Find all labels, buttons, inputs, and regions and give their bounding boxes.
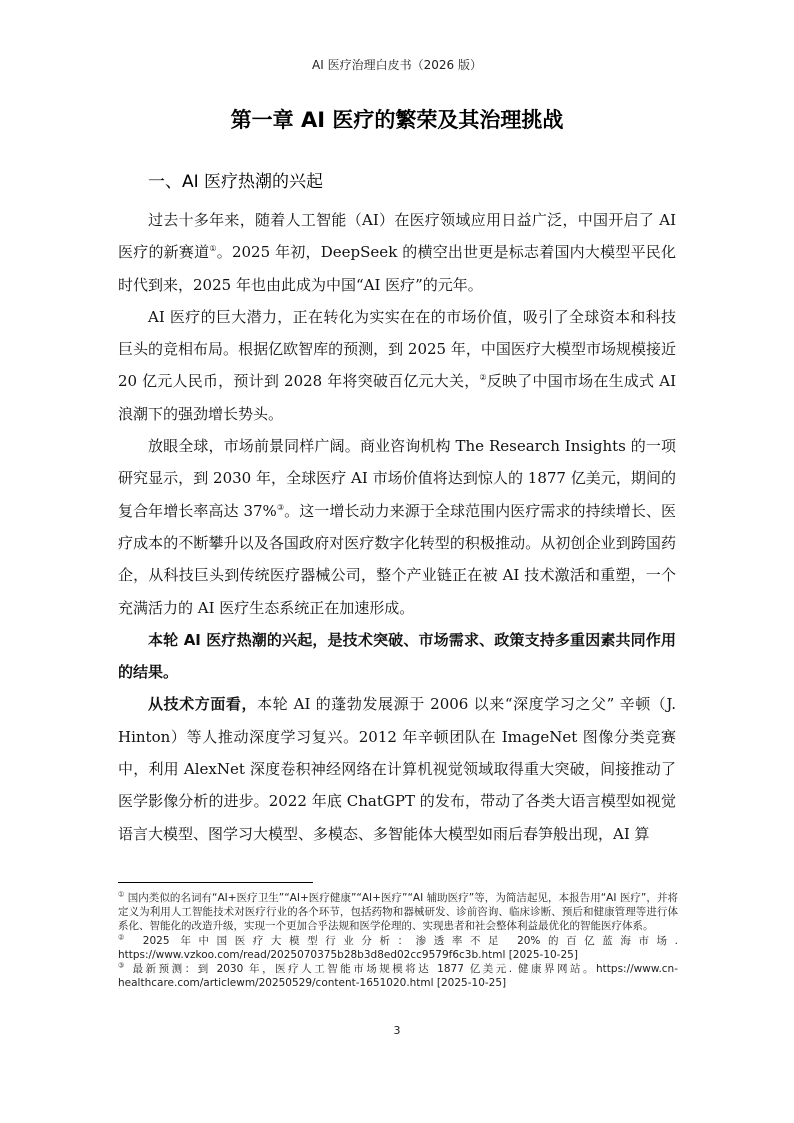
paragraph-text: 。这一增长动力来源于全球范围内医疗需求的持续增长、医疗成本的不断攀升以及各国政府对医疗数字化转型的积极推动。从初创企业到跨国药企，从科技巨头到传统医疗器械公司，整个产业链正在被 AI 技术激活和重塑，一个充满活力的 AI 医疗生态系统正在加速形成。 (118, 501, 677, 617)
footnote-text: 国内类似的名词有“AI+医疗卫生”“AI+医疗健康”“AI+医疗”“AI 辅助医疗”等，为简洁起见，本报告用“AI 医疗”，并将定义为利用人工智能技术对医疗行业的各个环节，包括药物和器械研发、诊前咨询、临床诊断、预后和健康管理等进行体系化、智能化的改造升级，实现一个更加合乎法规和医学伦理的、实现患者和社会整体利益最优化的智能医疗体系。 (118, 892, 679, 933)
paragraph-text: AI 医疗的巨大潜力，正在转化为实实在在的市场价值，吸引了全球资本和科技巨头的竞相布局。根据亿欧智库的预测，到 2025 年，中国医疗大模型市场规模接近 20 亿元人民币，预计到 2028 年将突破百亿元大关， (118, 307, 676, 391)
footnote-text: 2025 年中国医疗大模型行业分析：渗透率不足 20%的百亿蓝海市场. https://www.vzkoo.com/read/2025070375b28b3d8ed02cc9579f6c3b.html [2025-10-25] (118, 934, 678, 961)
page-number: 3 (393, 1024, 401, 1037)
paragraph-text: 。2025 年初，DeepSeek 的横空出世更是标志着国内大模型平民化时代到来，2025 年也由此成为中国“AI 医疗”的元年。 (118, 243, 677, 294)
footnote-ref[interactable]: ② (479, 373, 487, 383)
footnote (118, 891, 678, 934)
paragraph-text: 本轮 AI 的蓬勃发展源于 2006 以来“深度学习之父” 辛顿（J. Hinton）等人推动深度学习复兴。2012 年辛顿团队在 ImageNet 图像分类竞赛中，利用 AlexNet 深度卷积神经网络在计算机视觉领域取得重大突破，间接推动了医学影像分析的进步。2022 年底 ChatGPT 的发布，带动了各类大语言模型如视觉语言大模型、图学习大模型、多模态、多智能体大模型如雨后春笋般出现，AI 算 (118, 695, 676, 843)
footnote-mark: ② (118, 933, 132, 942)
footnote-mark: ① (118, 890, 125, 899)
footnote-ref[interactable]: ③ (276, 502, 285, 512)
paragraph-text: 过去十多年来，随着人工智能（AI）在医疗领域应用日益广泛，中国开启了 AI 医疗的新赛道 (118, 211, 676, 262)
paragraph-3 (118, 430, 676, 624)
paragraph-2 (118, 301, 676, 430)
bold-lead: 从技术方面看， (148, 695, 258, 714)
paragraph-text: 放眼全球，市场前景同样广阔。商业咨询机构 The Research Insights 的一项研究显示，到 2030 年，全球医疗 AI 市场价值将达到惊人的 1877 亿美元，期间的复合年增长率高达 37% (118, 437, 676, 520)
section-title: 一、AI 医疗热潮的兴起 (148, 172, 324, 192)
footnote-text: 最新预测：到 2030 年，医疗人工智能市场规模将达 1877 亿美元. 健康界网站。https://www.cn-healthcare.com/articlewm/20250529/content-1651020.html [2025-10-25] (118, 963, 679, 990)
footnote-mark: ③ (118, 961, 127, 970)
paragraph-5 (118, 688, 676, 849)
body-text (118, 204, 676, 850)
paragraph-4 (118, 624, 676, 689)
running-header: AI 医疗治理白皮书（2026 版） (312, 58, 482, 72)
footnote (118, 962, 678, 990)
footnote (118, 934, 678, 962)
chapter-title: 第一章 AI 医疗的繁荣及其治理挑战 (230, 108, 564, 132)
paragraph-1 (118, 204, 676, 301)
footnote-divider (118, 882, 313, 883)
footnotes (118, 891, 678, 990)
bold-thesis: 本轮 AI 医疗热潮的兴起，是技术突破、市场需求、政策支持多重因素共同作用的结果。 (118, 630, 676, 682)
paragraph-text: 反映了中国市场在生成式 AI 浪潮下的强劲增长势头。 (118, 372, 677, 423)
footnote-ref[interactable]: ① (209, 244, 217, 254)
